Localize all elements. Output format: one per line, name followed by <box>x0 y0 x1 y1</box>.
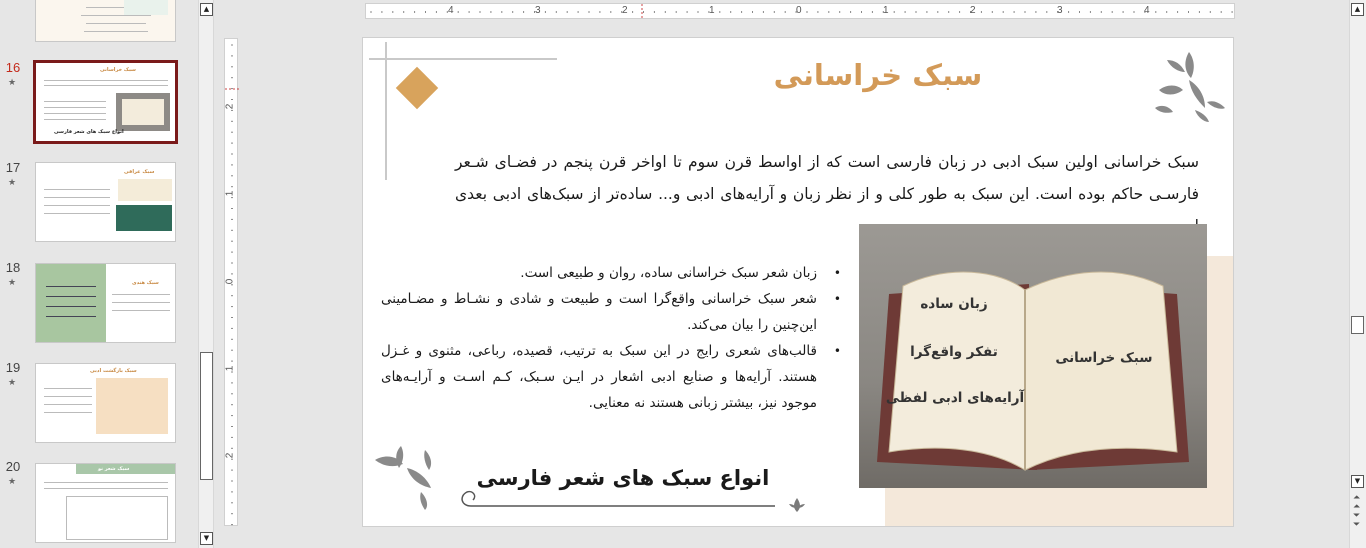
thumbnail-text-line <box>44 80 168 81</box>
thumbnail-title: سبک شعر نو <box>98 466 130 472</box>
thumbnail-image <box>36 264 106 342</box>
thumbnail-text-line <box>86 23 146 24</box>
slide-scrollbar[interactable] <box>1349 0 1366 548</box>
thumbnail-text-line <box>44 213 110 214</box>
thumbnail-caption: انواع سبک های شعر فارسی <box>54 129 124 135</box>
intro-paragraph[interactable]: سبک خراسانی اولین سبک ادبی در زبان فارسی است که از اواسط قرن سوم تا اواخر قرن پنجم در فضـای شـعر فارسـی حاکم بوده است. این سبک به طور کلی و از نظر زبان و آرایه‌های ادبی و... ساده‌تر از سبک‌های ادبی بعدی <box>455 153 1199 203</box>
thumbnail-text-line <box>46 296 96 297</box>
star-icon: ★ <box>8 178 17 188</box>
thumbnail-text-line <box>44 85 168 86</box>
thumbnail-text-line <box>44 488 168 489</box>
scroll-down-button[interactable]: ▼ <box>200 532 213 545</box>
thumbnail-text-line <box>44 101 106 102</box>
thumbnail-text-line <box>44 412 92 413</box>
slide-thumbnail-16[interactable] <box>33 60 178 144</box>
scroll-thumb[interactable] <box>1351 316 1364 334</box>
scroll-up-button[interactable]: ▲ <box>1351 3 1364 16</box>
ruler-label: 0 <box>796 5 802 16</box>
swirl-underline-icon <box>457 484 817 514</box>
decorative-frame-line <box>369 58 557 60</box>
slide-thumbnail-pane <box>0 0 196 548</box>
thumbnail-title: سبک هندی <box>132 280 159 286</box>
scroll-down-button[interactable]: ▼ <box>1351 475 1364 488</box>
slide-number: 17 <box>5 160 21 175</box>
slide-thumbnail-17[interactable] <box>35 162 176 242</box>
slide-number: 16 <box>5 60 21 75</box>
thumbnail-text-line <box>46 306 96 307</box>
vertical-ruler <box>224 38 238 526</box>
slide-thumbnail-18[interactable] <box>35 263 176 343</box>
slide-thumbnail-20[interactable] <box>35 463 176 543</box>
ruler-label: 3 <box>1057 5 1063 16</box>
thumbnail-text-line <box>44 404 92 405</box>
floral-ornament-icon <box>1149 50 1227 124</box>
ruler-label: 1 <box>224 190 236 197</box>
book-image[interactable] <box>859 224 1207 488</box>
ruler-label: 0 <box>224 278 236 285</box>
slide-thumbnail-19[interactable] <box>35 363 176 443</box>
ruler-label: 1 <box>709 5 715 16</box>
thumbnail-text-line <box>112 294 170 295</box>
thumbnail-parchment <box>96 378 168 434</box>
book-left-line: زبان ساده <box>920 296 988 312</box>
thumbnail-text-line <box>112 310 170 311</box>
thumbnail-text-line <box>44 388 92 389</box>
diamond-ornament <box>396 67 438 109</box>
ruler-label: 2 <box>622 5 628 16</box>
slide-number: 18 <box>5 260 21 275</box>
ruler-label: 2 <box>224 452 236 459</box>
ruler-label: 3 <box>535 5 541 16</box>
ruler-label: 2 <box>224 103 236 110</box>
ruler-label: 1 <box>883 5 889 16</box>
thumbnail-text-line <box>44 197 110 198</box>
next-slide-icon[interactable]: ⏷ ⏷ <box>1353 511 1361 530</box>
horizontal-ruler <box>365 3 1235 19</box>
ruler-label: 2 <box>970 5 976 16</box>
bullet-item: • زبان شعر سبک خراسانی ساده، روان و طبیعی است. <box>381 260 843 286</box>
thumbnail-text-line <box>46 316 96 317</box>
scroll-up-button[interactable]: ▲ <box>200 3 213 16</box>
thumbnail-table <box>66 496 168 540</box>
decorative-frame-line <box>385 42 387 180</box>
thumbnail-text-line <box>44 119 106 120</box>
ruler-label: 1 <box>224 365 236 372</box>
previous-slide-icon[interactable]: ⏶ ⏶ <box>1353 493 1361 512</box>
ruler-label: 4 <box>448 5 454 16</box>
book-left-line: آرایه‌های ادبی لفظی <box>885 390 1025 406</box>
bullet-item: • شعر سبک خراسانی واقع‌گرا است و طبیعت و شادی و نشـاط و مضـامینی این‌چنین را بیان می‌کند. <box>381 286 843 338</box>
thumbnail-text-line <box>84 31 148 32</box>
thumbnail-text-line <box>44 113 106 114</box>
thumbnail-image <box>116 205 172 231</box>
thumbnail-title: سبک خراسانی <box>100 67 136 73</box>
star-icon: ★ <box>8 378 17 388</box>
book-left-line: تفکر واقع‌گرا <box>910 344 998 360</box>
thumbnail-text-line <box>44 205 110 206</box>
thumbnail-box <box>118 179 172 201</box>
thumbnail-book-image <box>116 93 170 131</box>
thumbnail-text-line <box>112 302 170 303</box>
thumbnail-title: سبک بازگشت ادبی <box>90 368 137 374</box>
thumbnail-scrollbar[interactable] <box>198 0 214 548</box>
star-icon: ★ <box>8 278 17 288</box>
slide-thumbnail-15[interactable] <box>35 0 176 42</box>
thumbnail-title: سبک عراقی <box>124 169 155 175</box>
thumbnail-text-line <box>44 482 168 483</box>
star-icon: ★ <box>8 78 17 88</box>
thumbnail-text-line <box>44 107 106 108</box>
ruler-label: 4 <box>1144 5 1150 16</box>
star-icon: ★ <box>8 477 17 487</box>
thumbnail-text-line <box>44 189 110 190</box>
slide-number: 19 <box>5 360 21 375</box>
slide-number: 20 <box>5 459 21 474</box>
slide-canvas[interactable] <box>362 37 1234 527</box>
bullet-item: • قالب‌های شعری رایج در این سبک به ترتیب، قصیده، رباعی، مثنوی و غـزل هستند. آرایه‌ها و صنایع ادبی اشعار در ایـن سـبک، کـم اسـت و آرایـه‌های موجود نیز، بیشتر زبانی هستند نه معنایی. <box>381 338 843 416</box>
book-right-title: سبک خراسانی <box>1055 350 1153 366</box>
bullet-list[interactable] <box>381 260 843 416</box>
thumbnail-text-line <box>46 286 96 287</box>
slide-title[interactable]: سبک خراسانی <box>773 58 983 92</box>
thumbnail-table <box>124 0 168 15</box>
slide-subtitle[interactable]: انواع سبک های شعر فارسی <box>476 466 770 490</box>
floral-ornament-icon <box>371 440 443 512</box>
scroll-thumb[interactable] <box>200 352 213 480</box>
thumbnail-text-line <box>44 396 92 397</box>
thumbnail-text-line <box>81 15 151 16</box>
